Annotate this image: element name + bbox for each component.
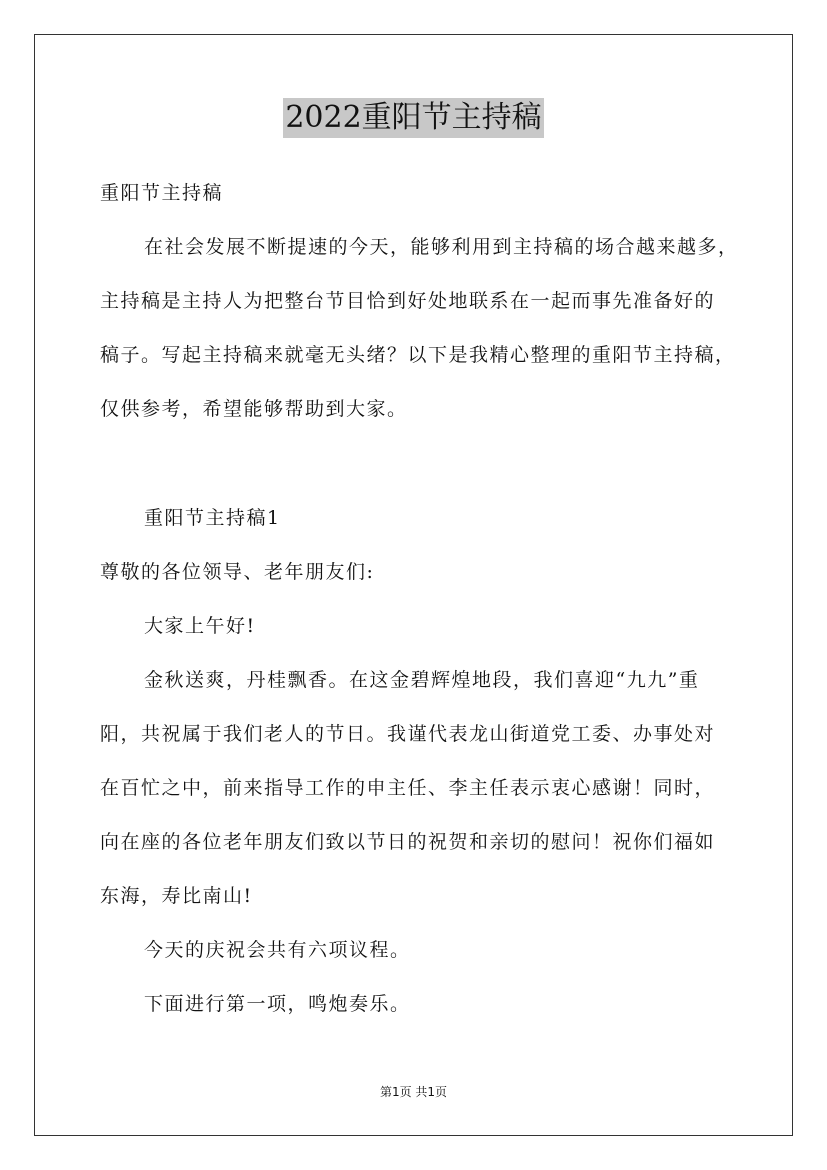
body-line-5: 东海，寿比南山! — [100, 885, 253, 907]
body-line-2: 阳，共祝属于我们老人的节日。我谨代表龙山街道党工委、办事处对 — [100, 723, 716, 745]
intro-line-3: 稿子。写起主持稿来就毫无头绪？以下是我精心整理的重阳节主持稿， — [100, 344, 736, 366]
section-heading: 重阳节主持稿1 — [144, 507, 281, 529]
agenda-line: 今天的庆祝会共有六项议程。 — [144, 939, 411, 961]
document-title: 2022重阳节主持稿 — [283, 98, 543, 138]
title-container — [0, 98, 827, 138]
body-line-1: 金秋送爽，丹桂飘香。在这金碧辉煌地段，我们喜迎“九九”重 — [144, 669, 700, 691]
greeting: 大家上午好! — [144, 615, 256, 637]
intro-line-1: 在社会发展不断提速的今天，能够利用到主持稿的场合越来越多， — [144, 236, 739, 258]
intro-line-4: 仅供参考，希望能够帮助到大家。 — [100, 398, 408, 420]
body-line-3: 在百忙之中，前来指导工作的申主任、李主任表示衷心感谢！同时， — [100, 777, 716, 799]
intro-line-2: 主持稿是主持人为把整台节目恰到好处地联系在一起而事先准备好的 — [100, 290, 716, 312]
page-number: 第1页 共1页 — [379, 1085, 448, 1099]
body-line-4: 向在座的各位老年朋友们致以节日的祝贺和亲切的慰问！祝你们福如 — [100, 831, 716, 853]
document-subtitle: 重阳节主持稿 — [100, 182, 224, 204]
agenda-item-one: 下面进行第一项，鸣炮奏乐。 — [144, 993, 411, 1015]
salutation: 尊敬的各位领导、老年朋友们: — [100, 561, 375, 583]
